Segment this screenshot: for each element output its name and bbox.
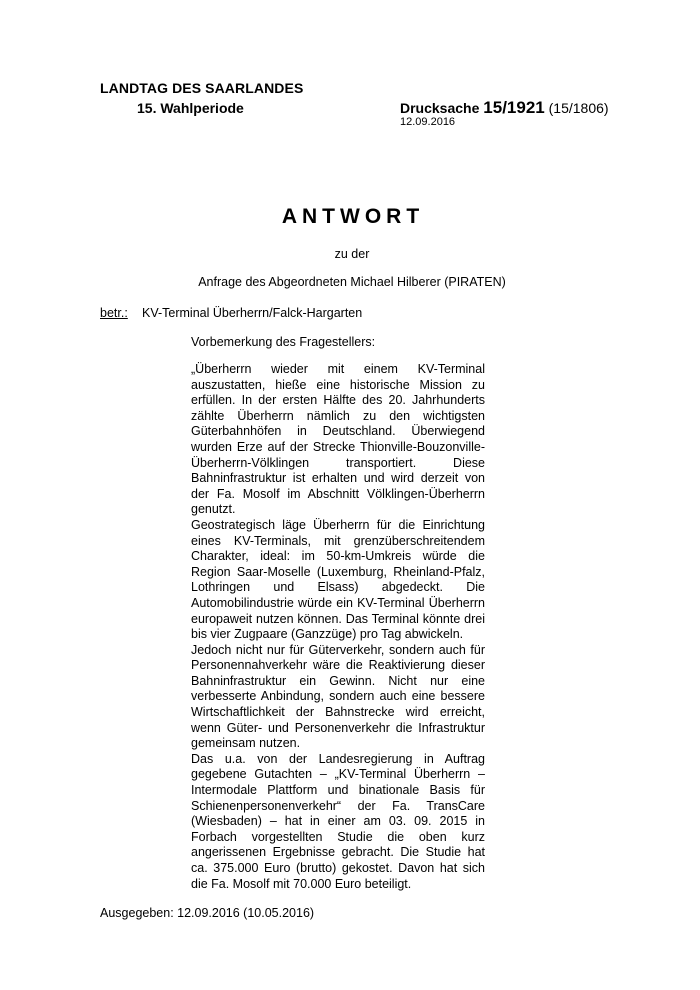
body-paragraph: Jedoch nicht nur für Güterverkehr, sondern auch für Personennahverkehr wäre die Reaktivierung dieser Bahninfrastruktur ein Gewinn. Nicht nur eine verbesserte Anbindung, sondern auch eine bessere Wirtschaftlichkeit der Bahnstrecke wird erreicht, wenn Güter- und Personenverkehr die Infrastruktur gemeinsam nutzen. — [191, 642, 485, 751]
subject-label: betr.: — [100, 306, 128, 320]
subtitle-zu-der: zu der — [334, 247, 370, 261]
parliament-name: LANDTAG DES SAARLANDES — [100, 80, 304, 96]
inquiry-line: Anfrage des Abgeordneten Michael Hilberer (PIRATEN) — [198, 275, 506, 289]
document-number: 15/1921 — [483, 98, 545, 117]
legislative-period: 15. Wahlperiode — [137, 100, 244, 116]
body-paragraph: Das u.a. von der Landesregierung in Auftrag gegebene Gutachten – „KV-Terminal Überherrn – Intermodale Plattform und binationale Basis für Schienenpersonenverkehr“ der Fa. TransCare (Wiesbaden) – hat in einer am 03. 09. 2015 in Forbach vorgestellten Studie die oben kurz angerissenen Ergebnisse gebracht. Die Studie hat ca. 375.000 Euro (brutto) gekostet. Davon hat sich die Fa. Mosolf mit 70.000 Euro beteiligt. — [191, 751, 485, 891]
body-paragraph: Geostrategisch läge Überherrn für die Einrichtung eines KV-Terminals, mit grenzüberschreitendem Charakter, ideal: im 50-km-Umkreis würde die Region Saar-Moselle (Luxemburg, Rheinland-Pfalz, Lothringen und Elsass) abgedeckt. Die Automobilindustrie würde ein KV-Terminal Überherrn europaweit nutzen können. Das Terminal könnte drei bis vier Zugpaare (Ganzzüge) pro Tag abwickeln. — [191, 517, 485, 642]
preliminary-remark-body — [191, 362, 485, 892]
issued-date-footer: Ausgegeben: 12.09.2016 (10.05.2016) — [100, 906, 315, 920]
document-date: 12.09.2016 — [400, 116, 456, 128]
preliminary-remark-heading: Vorbemerkung des Fragestellers: — [191, 335, 376, 349]
subject-value: KV-Terminal Überherrn/Falck-Hargarten — [142, 306, 363, 320]
previous-document-number: (15/1806) — [548, 100, 609, 116]
document-reference — [400, 98, 609, 118]
body-paragraph: „Überherrn wieder mit einem KV-Terminal auszustatten, hieße eine historische Mission zu erfüllen. In der ersten Hälfte des 20. Jahrhunderts zählte Überherrn nämlich zu den wichtigsten Güterbahnhöfen in Deutschland. Überwiegend wurden Erze auf der Strecke Thionville-Bouzonville-Überherrn-Völklingen transportiert. Diese Bahninfrastruktur ist erhalten und wird derzeit von der Fa. Mosolf im Abschnitt Völklingen-Überherrn genutzt. — [191, 362, 485, 517]
page-title: ANTWORT — [281, 205, 425, 228]
document-label: Drucksache — [400, 100, 480, 116]
